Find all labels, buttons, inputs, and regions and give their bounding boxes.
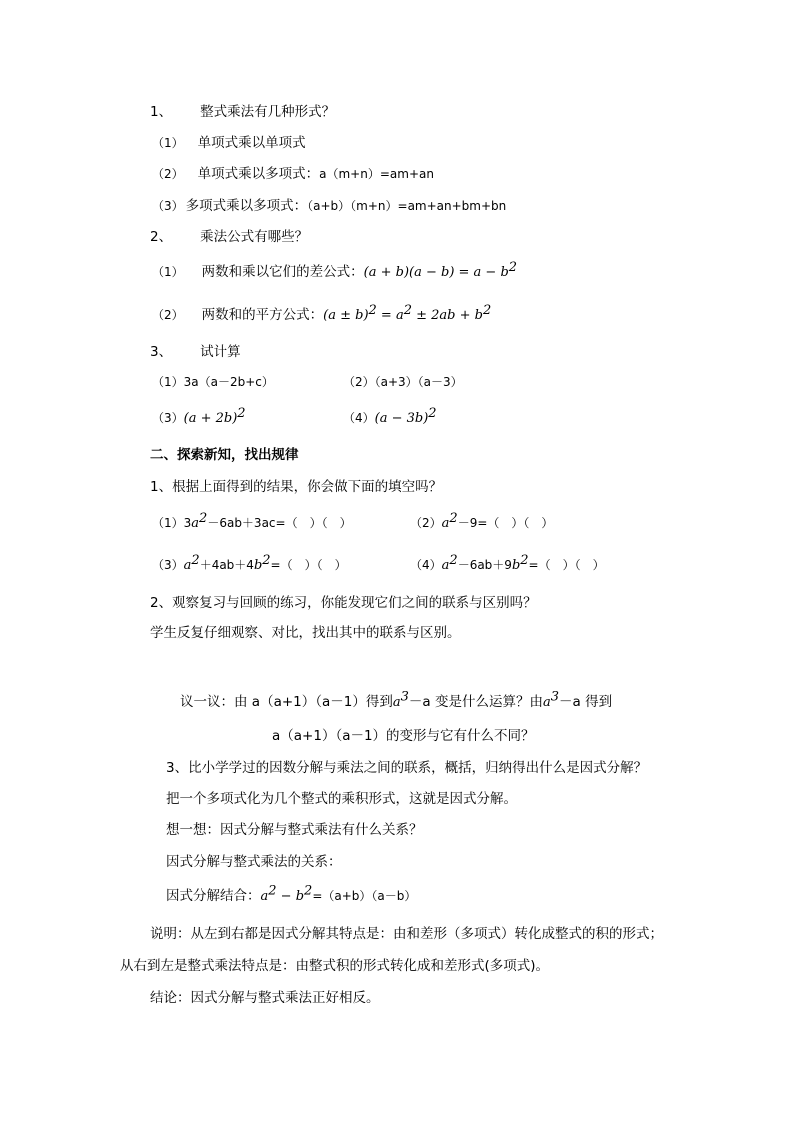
question-text: 乘法公式有哪些？ (200, 229, 309, 245)
item-2-1 (152, 262, 517, 283)
exponent-2: 2 (449, 511, 458, 526)
exponent-2: 2 (368, 303, 377, 318)
item-1-2 (152, 164, 434, 184)
question-number: 1、 (150, 104, 173, 120)
calc-number: （3） (152, 411, 184, 425)
item-number: （2） (152, 308, 184, 322)
exponent-2: 2 (191, 553, 200, 568)
fill-blanks: =（ ）（ ） (528, 558, 605, 572)
fill-number: （1）3 (152, 516, 192, 530)
difference-of-squares-formula: (a + b)(a − b) = a − b (363, 265, 509, 280)
discuss-line-2: a（a+1）（a－1）的变形与它有什么不同？ (272, 728, 535, 744)
fill-1 (152, 513, 352, 534)
section2-answer-2: 学生反复仔细观察、对比，找出其中的联系与区别。 (150, 625, 461, 641)
discuss-text: －a 变是什么运算？由 (408, 694, 543, 710)
item-number: （3） (152, 199, 184, 213)
item-1-1 (152, 133, 306, 153)
exponent-2: 2 (428, 406, 437, 421)
discuss-text: －a 得到 (559, 694, 613, 710)
var-b: b (511, 558, 521, 573)
fill-blanks: －9=（ ）（ ） (457, 516, 554, 530)
var-a: a (183, 558, 192, 573)
calc-expression: (a − 3b) (374, 411, 429, 426)
fill-middle: －6ab＋9 (457, 558, 512, 572)
item-formula: （a+b）（m+n）=am+an+bm+bn (307, 199, 507, 213)
calc-3 (152, 408, 246, 429)
exponent-2: 2 (508, 260, 518, 275)
fill-number: （4） (410, 558, 442, 572)
var-a: a (542, 695, 551, 710)
calc-1: （1）3a（a－2b+c） (152, 375, 274, 389)
question-number: 3、 (150, 344, 173, 360)
question-text: 整式乘法有几种形式？ (200, 104, 336, 120)
var-a: a (392, 695, 401, 710)
question-1 (150, 102, 335, 122)
discuss-line-1 (180, 689, 613, 713)
var-a: a (441, 516, 450, 531)
section2-question-2: 2、观察复习与回顾的练习，你能发现它们之间的联系与区别吗？ (150, 595, 537, 611)
section2-question-1: 1、根据上面得到的结果，你会做下面的填空吗？ (150, 479, 443, 495)
item-number: （1） (152, 265, 184, 279)
fill-4 (410, 555, 605, 576)
question-3 (150, 342, 241, 362)
discuss-text: 议一议：由 a（a+1）（a－1）得到 (180, 694, 393, 710)
question-2 (150, 227, 308, 247)
section-heading: 二、探索新知，找出规律 (150, 447, 299, 463)
calc-2: （2）（a+3）（a－3） (343, 375, 463, 389)
calc-expression: (a + 2b) (183, 411, 238, 426)
fill-number: （2） (410, 516, 442, 530)
square-formula-rhs: = a (376, 308, 404, 323)
exponent-2: 2 (268, 883, 277, 899)
fill-2 (410, 513, 553, 534)
relation-text: 因式分解与整式乘法的关系： (166, 854, 342, 870)
explanation-2: 从右到左是整式乘法特点是：由整式积的形式转化成和差形式(多项式)。 (120, 958, 550, 974)
var-b: b (253, 558, 263, 573)
item-number: （2） (152, 167, 184, 181)
exponent-2: 2 (403, 303, 412, 318)
exponent-2: 2 (520, 553, 529, 568)
minus-sign: − b (276, 889, 305, 904)
exponent-2: 2 (449, 553, 458, 568)
fill-middle: ＋4ab＋4 (199, 558, 254, 572)
combine-formula: =（a+b）（a－b） (312, 889, 417, 903)
exponent-2: 2 (262, 553, 271, 568)
definition-text: 把一个多项式化为几个整式的乘积形式，这就是因式分解。 (166, 791, 517, 807)
fill-3 (152, 555, 347, 576)
question-text: 试计算 (200, 344, 241, 360)
combine-line (166, 883, 417, 907)
question-number: 2、 (150, 229, 173, 245)
section2-question-3: 3、比小学学过的因数分解与乘法之间的联系，概括，归纳得出什么是因式分解？ (166, 760, 648, 776)
item-formula: a（m+n）=am+an (319, 167, 434, 181)
square-formula-mid: ± 2ab + b (412, 308, 483, 323)
conclusion: 结论：因式分解与整式乘法正好相反。 (150, 990, 380, 1006)
fill-number: （3） (152, 558, 184, 572)
exponent-2: 2 (304, 883, 313, 899)
think-text: 想一想：因式分解与整式乘法有什么关系？ (166, 822, 423, 838)
exponent-2: 2 (199, 511, 208, 526)
calc-4 (343, 408, 437, 429)
item-text: 单项式乘以单项式 (197, 135, 306, 151)
item-label: 单项式乘以多项式： (197, 166, 320, 182)
var-a: a (260, 889, 269, 904)
exponent-2: 2 (237, 406, 246, 421)
fill-blanks: =（ ）（ ） (270, 558, 347, 572)
var-a: a (191, 516, 200, 531)
item-label: 两数和的平方公式： (201, 307, 324, 323)
square-formula-base: (a ± b) (323, 308, 369, 323)
explanation-1: 说明：从左到右都是因式分解其特点是：由和差形（多项式）转化成整式的积的形式； (150, 926, 663, 942)
calc-number: （4） (343, 411, 375, 425)
item-1-3 (152, 196, 506, 216)
item-label: 两数和乘以它们的差公式： (201, 264, 364, 280)
item-number: （1） (152, 136, 184, 150)
exponent-3: 3 (550, 689, 560, 705)
item-label: 多项式乘以多项式： (185, 198, 308, 214)
fill-blanks: －6ab＋3ac=（ ）（ ） (207, 516, 352, 530)
combine-label: 因式分解结合： (166, 888, 261, 904)
exponent-3: 3 (400, 689, 409, 705)
exponent-2: 2 (482, 303, 492, 318)
item-2-2 (152, 305, 491, 326)
var-a: a (441, 558, 450, 573)
